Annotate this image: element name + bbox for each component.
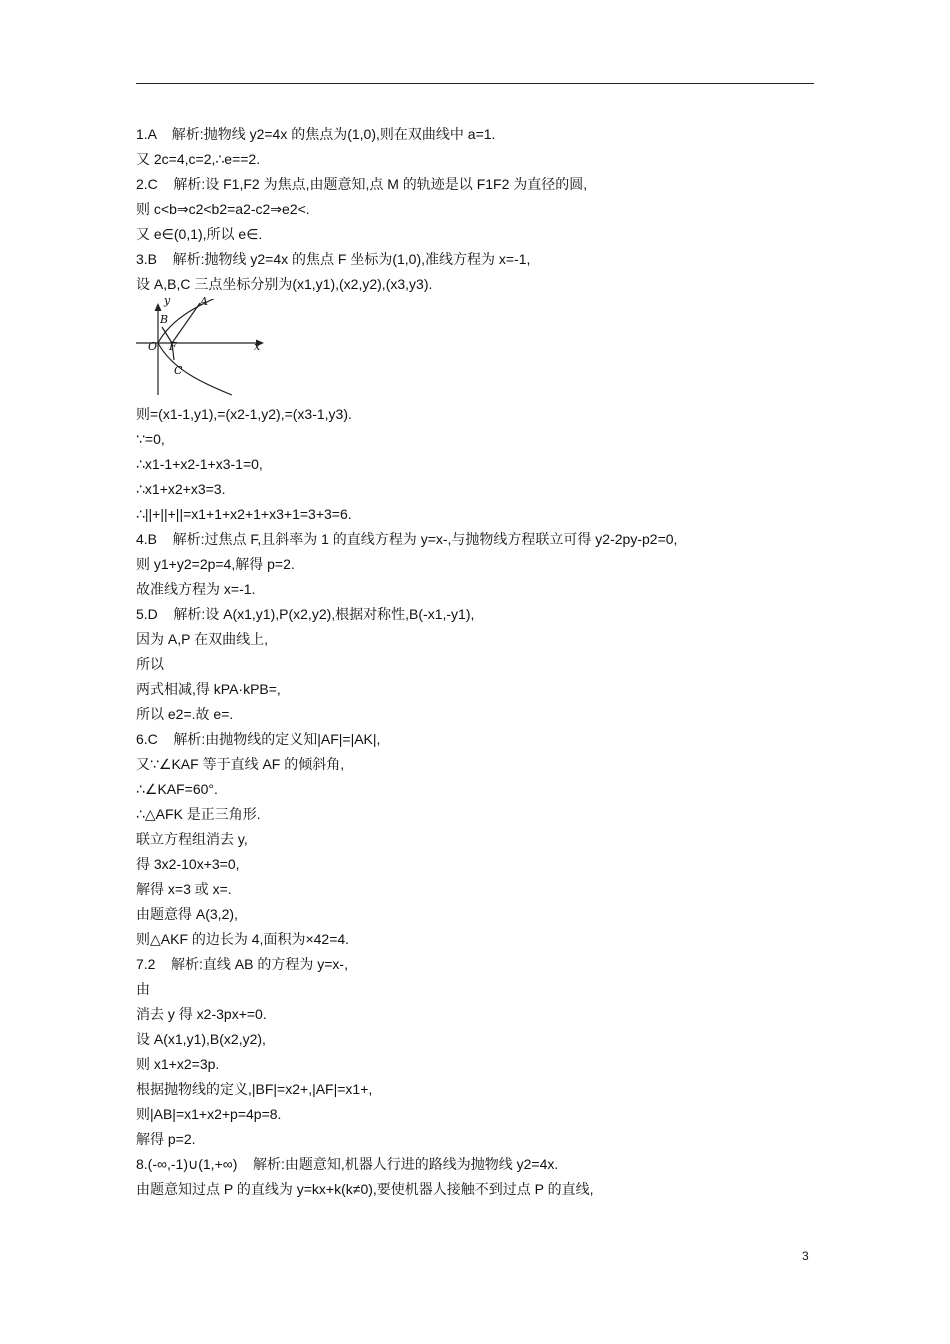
text-line: 设 A,B,C 三点坐标分别为(x1,y1),(x2,y2),(x3,y3).: [136, 276, 433, 292]
text-line: 消去 y 得 x2-3px+=0.: [136, 1006, 267, 1022]
text-line: 根据抛物线的定义,|BF|=x2+,|AF|=x1+,: [136, 1081, 373, 1097]
figure-label-O: O: [148, 340, 158, 353]
text-line: ∴x1+x2+x3=3.: [136, 481, 226, 497]
text-line: 则=(x1-1,y1),=(x2-1,y2),=(x3-1,y3).: [136, 406, 352, 422]
text-line: 又∵∠KAF 等于直线 AF 的倾斜角,: [136, 756, 345, 772]
text-line: 3.B 解析:抛物线 y2=4x 的焦点 F 坐标为(1,0),准线方程为 x=-1,: [136, 251, 531, 267]
text-line: 又 e∈(0,1),所以 e∈.: [136, 226, 263, 242]
text-line: 则△AKF 的边长为 4,面积为×42=4.: [136, 931, 350, 947]
figure-label-C: C: [174, 364, 183, 377]
figure-label-y: y: [164, 294, 171, 307]
text-line: 设 A(x1,y1),B(x2,y2),: [136, 1031, 266, 1047]
text-line: 解得 x=3 或 x=.: [136, 881, 232, 897]
header-rule: [136, 83, 814, 84]
text-line: 解得 p=2.: [136, 1131, 196, 1147]
text-line: 由题意知过点 P 的直线为 y=kx+k(k≠0),要使机器人接触不到过点 P 的直线,: [136, 1181, 594, 1197]
figure-label-A: A: [200, 295, 208, 308]
text-line: 得 3x2-10x+3=0,: [136, 856, 240, 872]
text-line: 因为 A,P 在双曲线上,: [136, 631, 268, 647]
text-line: ∴△AFK 是正三角形.: [136, 806, 261, 822]
text-line: 4.B 解析:过焦点 F,且斜率为 1 的直线方程为 y=x-,与抛物线方程联立可得 y2-2py-p2=0,: [136, 531, 678, 547]
text-line: 则 x1+x2=3p.: [136, 1056, 220, 1072]
text-line: 8.(-∞,-1)∪(1,+∞) 解析:由题意知,机器人行进的路线为抛物线 y2=4x.: [136, 1156, 559, 1172]
text-line: 6.C 解析:由抛物线的定义知|AF|=|AK|,: [136, 731, 381, 747]
text-line: 2.C 解析:设 F1,F2 为焦点,由题意知,点 M 的轨迹是以 F1F2 为直径的圆,: [136, 176, 588, 192]
text-line: 由: [136, 981, 150, 997]
page-number: 3: [802, 1249, 809, 1263]
figure-label-F: F: [169, 340, 177, 353]
parabola-figure: [136, 294, 276, 399]
text-line: ∴∠KAF=60°.: [136, 781, 218, 797]
figure-label-B: B: [160, 313, 169, 326]
text-line: 又 2c=4,c=2,∴e==2.: [136, 151, 261, 167]
text-line: 则 c<b⇒c2<b2=a2-c2⇒e2<.: [136, 201, 310, 217]
text-line: 5.D 解析:设 A(x1,y1),P(x2,y2),根据对称性,B(-x1,-y1),: [136, 606, 475, 622]
figure-label-x: x: [254, 340, 261, 353]
text-line: 所以 e2=.故 e=.: [136, 706, 234, 722]
text-line: ∴x1-1+x2-1+x3-1=0,: [136, 456, 263, 472]
text-line: 所以: [136, 656, 164, 672]
text-line: 则 y1+y2=2p=4,解得 p=2.: [136, 556, 295, 572]
solutions-part-1: [136, 122, 826, 297]
text-line: 由题意得 A(3,2),: [136, 906, 238, 922]
text-line: ∴||+||+||=x1+1+x2+1+x3+1=3+3=6.: [136, 506, 352, 522]
solutions-part-2: [136, 402, 826, 1202]
text-line: 1.A 解析:抛物线 y2=4x 的焦点为(1,0),则在双曲线中 a=1.: [136, 126, 496, 142]
y-axis-arrow: [155, 303, 162, 311]
text-line: 故准线方程为 x=-1.: [136, 581, 256, 597]
text-line: 联立方程组消去 y,: [136, 831, 248, 847]
segment-FA: [172, 303, 200, 343]
text-line: 则|AB|=x1+x2+p=4p=8.: [136, 1106, 282, 1122]
text-line: ∵=0,: [136, 431, 165, 447]
text-line: 7.2 解析:直线 AB 的方程为 y=x-,: [136, 956, 348, 972]
solution-text: [136, 122, 826, 1202]
text-line: 两式相减,得 kPA·kPB=,: [136, 681, 281, 697]
